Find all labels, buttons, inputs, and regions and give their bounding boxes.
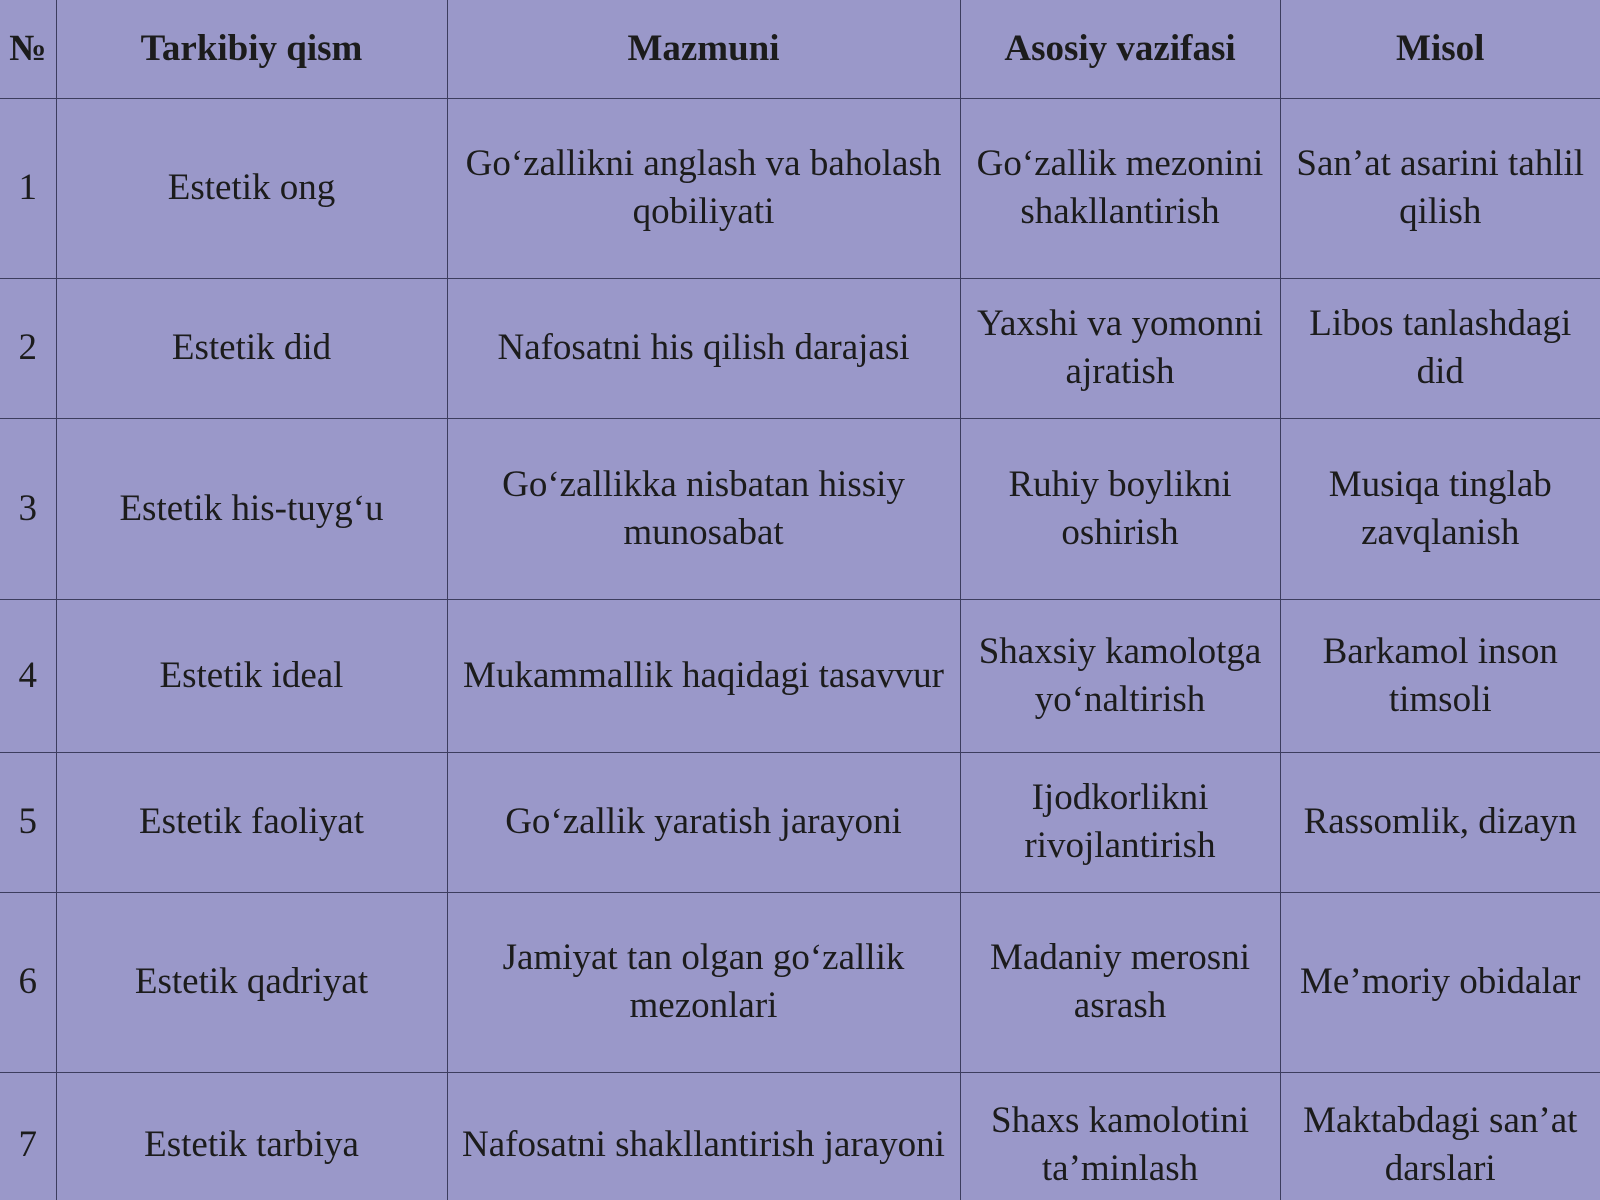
content-cell: Go‘zallikka nisbatan hissiy munosabat <box>447 418 960 599</box>
row-number-cell: 2 <box>0 278 56 418</box>
table-row <box>0 278 1600 418</box>
example-cell: Rassomlik, dizayn <box>1280 752 1600 892</box>
row-number-cell: 3 <box>0 418 56 599</box>
row-number-cell: 1 <box>0 98 56 278</box>
header-number: № <box>0 0 56 98</box>
table-row <box>0 599 1600 752</box>
header-example: Misol <box>1280 0 1600 98</box>
function-cell: Ijodkorlikni rivojlantirish <box>960 752 1280 892</box>
row-number-cell: 5 <box>0 752 56 892</box>
component-cell: Estetik ideal <box>56 599 447 752</box>
row-number-cell: 6 <box>0 892 56 1072</box>
header-component: Tarkibiy qism <box>56 0 447 98</box>
component-cell: Estetik ong <box>56 98 447 278</box>
component-cell: Estetik his-tuyg‘u <box>56 418 447 599</box>
content-cell: Go‘zallik yaratish jarayoni <box>447 752 960 892</box>
example-cell: Maktabdagi san’at darslari <box>1280 1072 1600 1200</box>
component-cell: Estetik tarbiya <box>56 1072 447 1200</box>
example-cell: Musiqa tinglab zavqlanish <box>1280 418 1600 599</box>
example-cell: Barkamol inson timsoli <box>1280 599 1600 752</box>
function-cell: Madaniy merosni asrash <box>960 892 1280 1072</box>
header-content: Mazmuni <box>447 0 960 98</box>
table-row <box>0 892 1600 1072</box>
component-cell: Estetik faoliyat <box>56 752 447 892</box>
row-number-cell: 7 <box>0 1072 56 1200</box>
header-row <box>0 0 1600 98</box>
content-cell: Nafosatni his qilish darajasi <box>447 278 960 418</box>
component-cell: Estetik qadriyat <box>56 892 447 1072</box>
function-cell: Ruhiy boylikni oshirish <box>960 418 1280 599</box>
header-main-function: Asosiy vazifasi <box>960 0 1280 98</box>
function-cell: Yaxshi va yomonni ajratish <box>960 278 1280 418</box>
component-cell: Estetik did <box>56 278 447 418</box>
content-cell: Go‘zallikni anglash va baholash qobiliyati <box>447 98 960 278</box>
table-row <box>0 418 1600 599</box>
table-row <box>0 752 1600 892</box>
table-row <box>0 98 1600 278</box>
content-cell: Jamiyat tan olgan go‘zallik mezonlari <box>447 892 960 1072</box>
row-number-cell: 4 <box>0 599 56 752</box>
content-cell: Nafosatni shakllantirish jarayoni <box>447 1072 960 1200</box>
content-cell: Mukammallik haqidagi tasavvur <box>447 599 960 752</box>
example-cell: Libos tanlashdagi did <box>1280 278 1600 418</box>
example-cell: San’at asarini tahlil qilish <box>1280 98 1600 278</box>
function-cell: Go‘zallik mezonini shakllantirish <box>960 98 1280 278</box>
function-cell: Shaxs kamolotini ta’minlash <box>960 1072 1280 1200</box>
function-cell: Shaxsiy kamolotga yo‘naltirish <box>960 599 1280 752</box>
example-cell: Me’moriy obidalar <box>1280 892 1600 1072</box>
table-row <box>0 1072 1600 1200</box>
